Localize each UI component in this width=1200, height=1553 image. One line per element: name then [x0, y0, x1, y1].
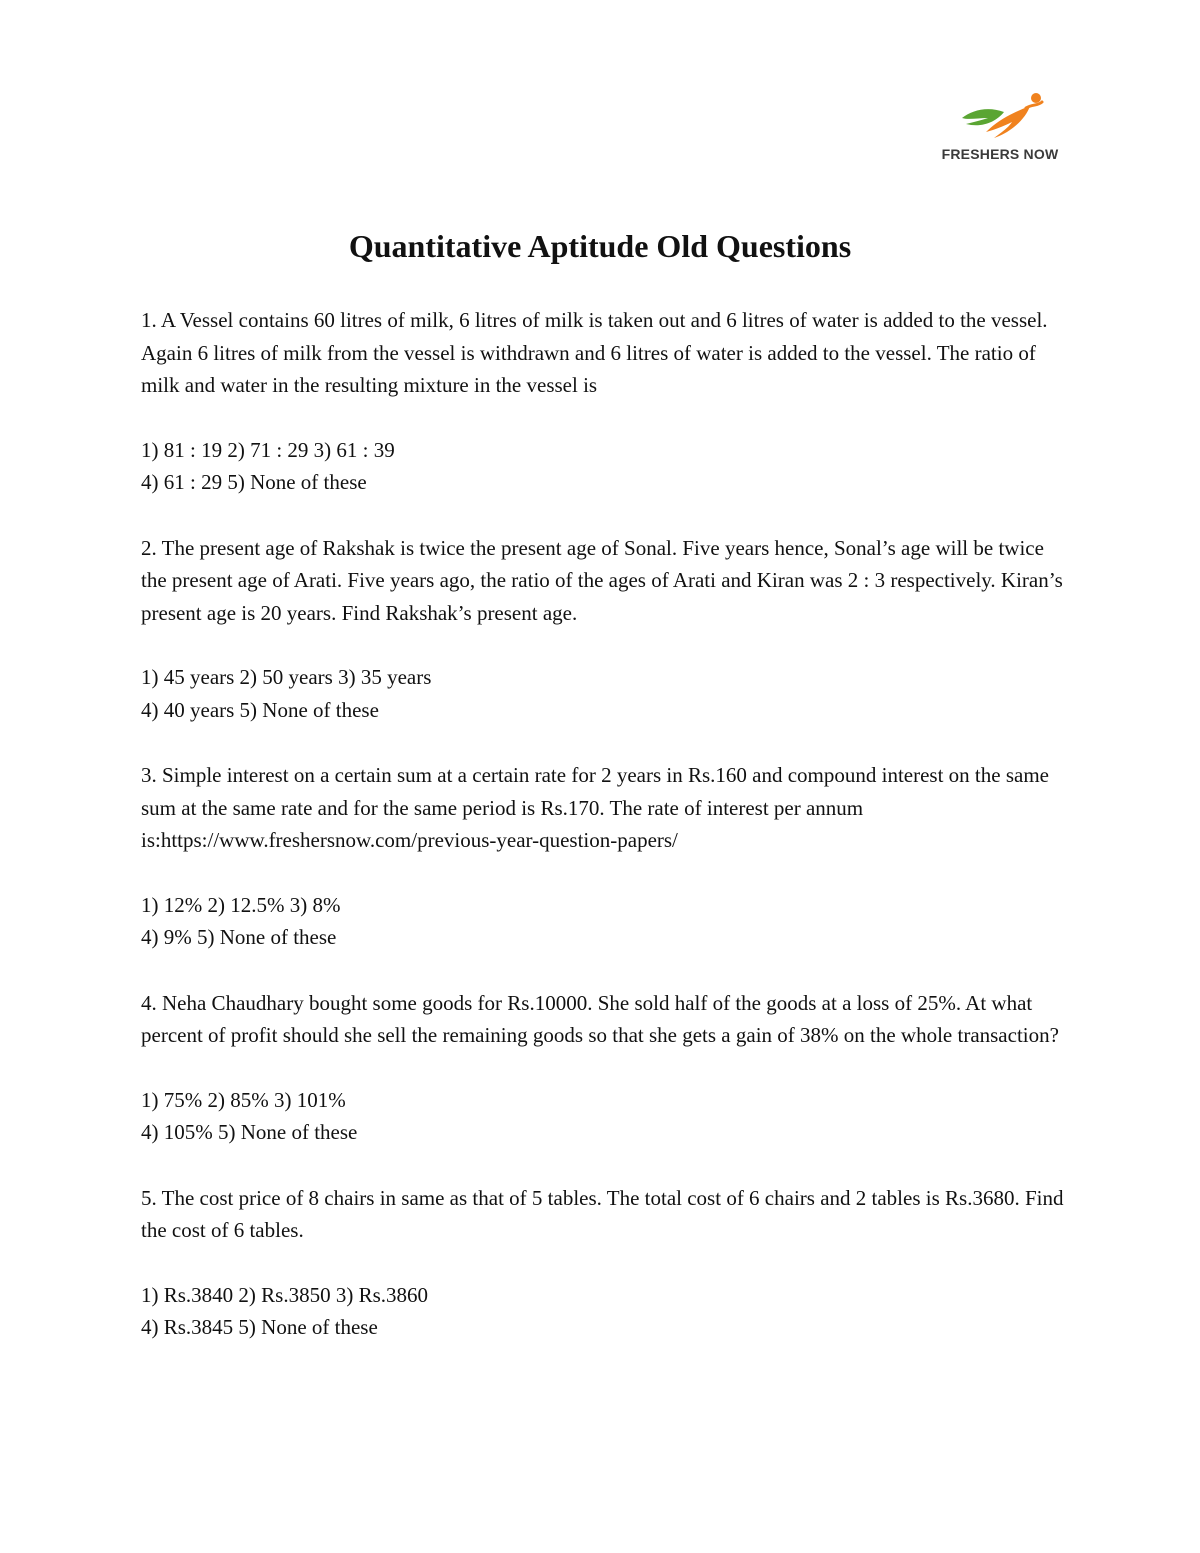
- answer-options: [141, 889, 1066, 954]
- answer-options: [141, 661, 1066, 726]
- page-title: Quantitative Aptitude Old Questions: [348, 228, 852, 264]
- question-block: [141, 304, 1066, 499]
- question-block: [141, 1182, 1066, 1344]
- options-line: 1) 12% 2) 12.5% 3) 8%: [141, 892, 341, 917]
- logo-arm: [1026, 102, 1042, 108]
- question-text: 5. The cost price of 8 chairs in same as that of 5 tables. The total cost of 6 chairs and 2 tables is Rs.3680. Find the cost of 6 tables.: [141, 1185, 1064, 1242]
- options-line: 1) 75% 2) 85% 3) 101%: [141, 1087, 346, 1112]
- question-text: 4. Neha Chaudhary bought some goods for Rs.10000. She sold half of the goods at a loss of 25%. At what percent of profit should she sell the remaining goods so that she gets a gain of 38% on the whole transaction?: [141, 990, 1059, 1047]
- question-text: 1. A Vessel contains 60 litres of milk, 6 litres of milk is taken out and 6 litres of water is added to the vessel. Again 6 litres of milk from the vessel is withdrawn and 6 litres of water is added to the vessel. The ratio of milk and water in the resulting mixture in the vessel is: [141, 308, 1048, 397]
- answer-options: [141, 434, 1066, 499]
- answer-options: [141, 1279, 1066, 1344]
- options-line: 1) 45 years 2) 50 years 3) 35 years: [141, 665, 432, 689]
- question-block: [141, 987, 1066, 1149]
- runner-leaf-icon: [956, 92, 1046, 144]
- options-line: 4) 40 years 5) None of these: [141, 697, 379, 722]
- question-block: [141, 532, 1066, 727]
- freshers-now-logo: [938, 92, 1062, 170]
- logo-wordmark: FRESHERS NOW: [941, 146, 1059, 162]
- options-line: 1) Rs.3840 2) Rs.3850 3) Rs.3860: [141, 1282, 429, 1307]
- options-line: 1) 81 : 19 2) 71 : 29 3) 61 : 39: [141, 437, 395, 462]
- question-text: 3. Simple interest on a certain sum at a certain rate for 2 years in Rs.160 and compound interest on the same sum at the same rate and for the same period is Rs.170. The rate of interest per annum is:https://www.freshersnow.com/previous-year-question-papers/: [141, 763, 1049, 852]
- options-line: 4) 9% 5) None of these: [141, 925, 337, 949]
- logo-head: [1031, 93, 1041, 103]
- questions-list: [141, 304, 1066, 1377]
- question-text: 2. The present age of Rakshak is twice the present age of Sonal. Five years hence, Sonal’s age will be twice the present age of Arati. Five years ago, the ratio of the ages of Arati and Kiran was 2 : 3 respectively. Kiran’s present age is 20 years. Find Rakshak’s present age.: [141, 535, 1063, 625]
- answer-options: [141, 1084, 1066, 1149]
- question-block: [141, 759, 1066, 954]
- options-line: 4) 61 : 29 5) None of these: [141, 470, 367, 494]
- options-line: 4) Rs.3845 5) None of these: [141, 1315, 378, 1339]
- options-line: 4) 105% 5) None of these: [141, 1120, 358, 1144]
